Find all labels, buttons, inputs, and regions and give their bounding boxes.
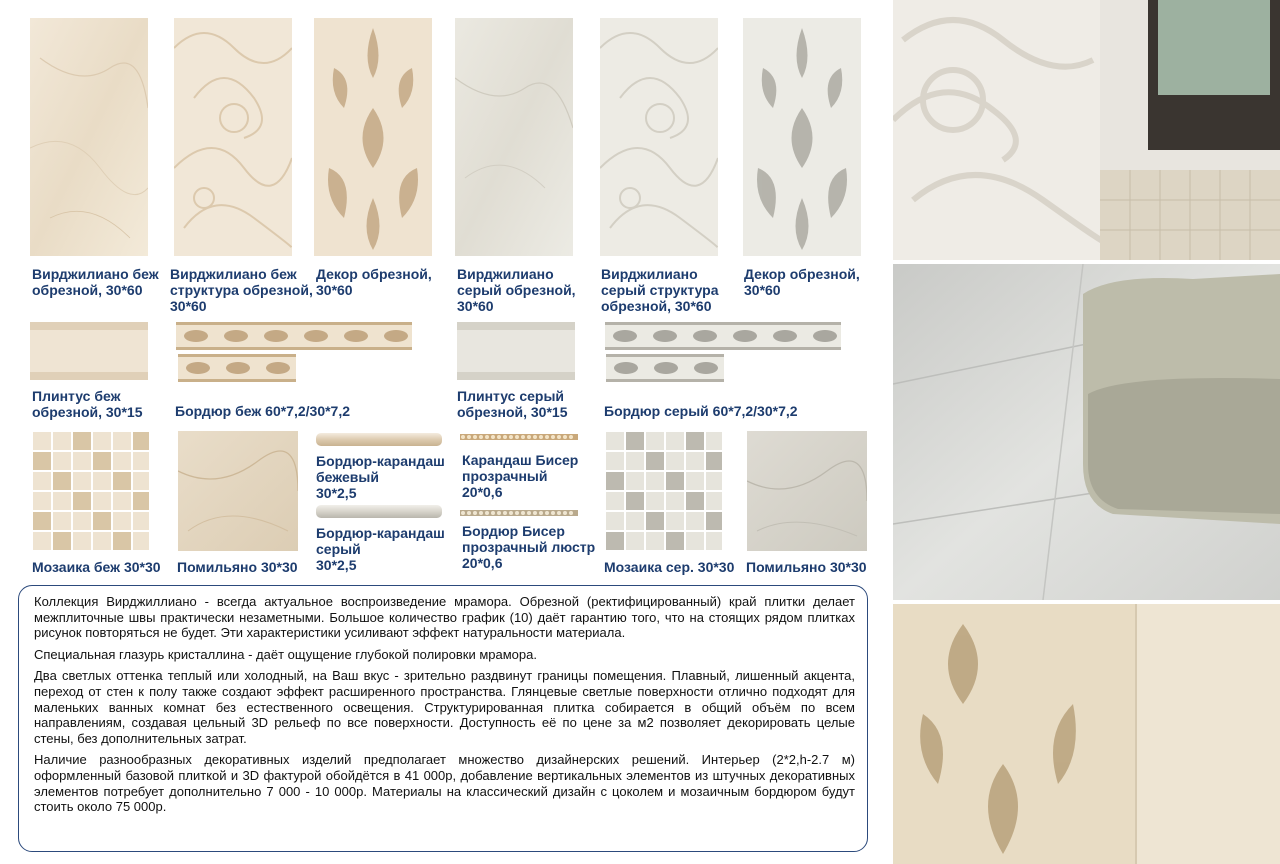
caption-line: Мозаика беж 30*30 xyxy=(32,559,161,575)
caption-line: 30*2,5 xyxy=(316,485,357,501)
caption-line: Бордюр Бисер xyxy=(462,523,565,539)
caption-line: Бордюр-карандаш xyxy=(316,525,445,541)
caption-line: Вирджилиано беж xyxy=(32,266,159,282)
interior-photo-floor-sofa xyxy=(893,264,1280,600)
caption-virgiliano-grey-structure xyxy=(601,266,719,314)
caption-line: 30*60 xyxy=(457,298,494,314)
caption-skirting-grey xyxy=(457,388,567,420)
caption-line: обрезной, 30*15 xyxy=(457,404,568,420)
caption-line: серый обрезной, xyxy=(457,282,576,298)
caption-skirting-beige xyxy=(32,388,142,420)
description-box xyxy=(18,585,868,852)
caption-line: Бордюр-карандаш xyxy=(316,453,445,469)
tile-pomiliano-beige xyxy=(178,431,298,551)
caption-virgiliano-beige xyxy=(32,266,159,298)
tile-mosaic-grey xyxy=(605,431,723,551)
description-paragraph: Два светлых оттенка теплый или холодный, на Ваш вкус - зрительно раздвинут границы помещения. Плавный, лишенный акцента, переход от стен к полу также создают эффект расширенного пространства. Глянцевые светлые поверхности отлично подходят для маленьких ванных комнат без естественного освещения. Структурированная плитка собирается в общий объём по всем направлениям, создавая цельный 3D рельеф по все поверхности. Доступность её по цене за м2 позволяет декорировать целые стены, без дополнительных затрат. xyxy=(34,668,855,746)
caption-line: бежевый xyxy=(316,469,379,485)
tile-mosaic-beige xyxy=(32,431,150,551)
tile-border-grey-long xyxy=(605,322,841,350)
caption-line: Бордюр серый 60*7,2/30*7,2 xyxy=(604,403,798,419)
caption-line: Плинтус беж xyxy=(32,388,121,404)
caption-line: Декор обрезной, xyxy=(316,266,432,282)
caption-pomiliano-beige xyxy=(177,559,298,575)
caption-line: серый структура xyxy=(601,282,719,298)
caption-line: 30*60 xyxy=(316,282,353,298)
caption-virgiliano-grey xyxy=(457,266,576,314)
tile-pencil-beige xyxy=(316,433,442,446)
tile-pencil-grey xyxy=(316,505,442,518)
caption-bead-border-luster xyxy=(462,523,595,571)
caption-line: прозрачный люстр xyxy=(462,539,596,555)
description-paragraph: Коллекция Вирджиллиано - всегда актуальное воспроизведение мрамора. Обрезной (ректифицированный) край плитки делает межплиточные швы практически незаметными. Большое количество график (10) даёт гарантию того, что на стоящих рядом плитках рисунок повторяться не будет. Эти характеристики усиливают эффект натуральности материала. xyxy=(34,594,855,641)
caption-border-beige xyxy=(175,403,350,419)
caption-line: 30*2,5 xyxy=(316,557,357,573)
caption-line: 20*0,6 xyxy=(462,555,503,571)
tile-border-beige-long xyxy=(176,322,412,350)
caption-line: Вирджилиано беж xyxy=(170,266,297,282)
caption-pomiliano-grey xyxy=(746,559,867,575)
tile-skirting-beige xyxy=(30,322,148,380)
caption-line: структура обрезной, xyxy=(170,282,313,298)
description-paragraph: Наличие разнообразных декоративных изделий предполагает множество дизайнерских решений. Интерьер (2*2,h-2.7 м) оформленный базовой плиткой и 3D фактурой обойдётся в 41 000р, добавление вертикальных элементов из штучных декоративных элементов потребует дополнительно 7 000 - 10 000р. Материалы на классический дизайн с цоколем и мозаичным бордюром будут стоить около 75 000р. xyxy=(34,752,855,815)
caption-line: Мозаика сер. 30*30 xyxy=(604,559,735,575)
caption-line: Помильяно 30*30 xyxy=(746,559,867,575)
caption-line: Вирджилиано xyxy=(601,266,698,282)
caption-line: обрезной, 30*60 xyxy=(601,298,712,314)
caption-pencil-beige xyxy=(316,453,445,501)
tile-virgiliano-beige xyxy=(30,18,148,256)
tile-virgiliano-grey-structure xyxy=(600,18,718,256)
caption-line: прозрачный xyxy=(462,468,548,484)
tile-decor-beige xyxy=(314,18,432,256)
caption-line: Плинтус серый xyxy=(457,388,565,404)
caption-decor-beige xyxy=(316,266,432,298)
tile-decor-grey xyxy=(743,18,861,256)
tile-bead-pencil xyxy=(460,434,578,440)
caption-line: обрезной, 30*60 xyxy=(32,282,143,298)
caption-mosaic-grey xyxy=(604,559,734,575)
caption-line: Карандаш Бисер xyxy=(462,452,579,468)
caption-virgiliano-beige-structure xyxy=(170,266,313,314)
tile-virgiliano-beige-structure xyxy=(174,18,292,256)
caption-border-grey xyxy=(604,403,798,419)
caption-line: 20*0,6 xyxy=(462,484,503,500)
tile-virgiliano-grey xyxy=(455,18,573,256)
tile-pomiliano-grey xyxy=(747,431,867,551)
caption-line: Вирджилиано xyxy=(457,266,554,282)
caption-line: Декор обрезной, xyxy=(744,266,860,282)
caption-mosaic-beige xyxy=(32,559,161,575)
caption-line: Бордюр беж 60*7,2/30*7,2 xyxy=(175,403,351,419)
tile-border-beige-short xyxy=(178,354,296,382)
caption-line: 30*60 xyxy=(744,282,781,298)
tile-border-grey-short xyxy=(606,354,724,382)
caption-line: серый xyxy=(316,541,361,557)
caption-pencil-grey xyxy=(316,525,445,573)
tile-skirting-grey xyxy=(457,322,575,380)
caption-line: Помильяно 30*30 xyxy=(177,559,298,575)
tile-bead-border-luster xyxy=(460,510,578,516)
caption-line: обрезной, 30*15 xyxy=(32,404,143,420)
caption-decor-grey xyxy=(744,266,860,298)
description-paragraph: Специальная глазурь кристаллина - даёт ощущение глубокой полировки мрамора. xyxy=(34,646,537,662)
interior-photo-decor-closeup xyxy=(893,604,1280,864)
interior-photo-wall-relief xyxy=(893,0,1280,260)
caption-line: 30*60 xyxy=(170,298,207,314)
caption-bead-pencil xyxy=(462,452,578,500)
